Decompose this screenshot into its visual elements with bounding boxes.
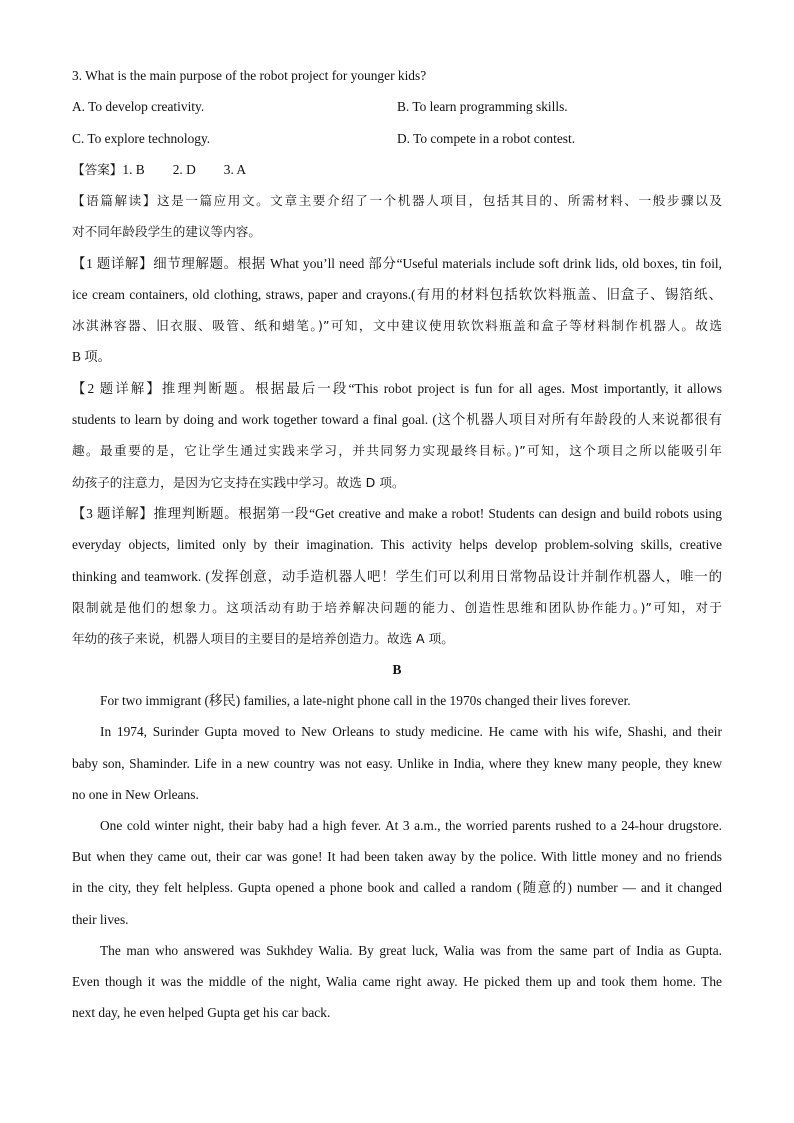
answer-3: 3. A [223,162,247,177]
detail-2-line-3: 趣。最重要的是，它让学生通过实践来学习，并共同努力实现最终目标。)”可知，这个项目之所以能吸引年 [72,443,722,458]
detail-1-line-3: 冰淇淋容器、旧衣服、吸管、纸和蜡笔。)”可知，文中建议使用软饮料瓶盖和盒子等材料制作机器人。故选 [72,318,722,333]
question-3-stem: 3. What is the main purpose of the robot project for younger kids? [72,68,427,83]
detail-2-line-2: students to learn by doing and work together toward a final goal. (这个机器人项目对所有年龄段的人来说都很有 [72,412,722,427]
answer-line [72,160,274,180]
detail-1-line-1: 【1 题详解】细节理解题。根据 What you’ll need 部分“Useful materials include soft drink lids, old boxes, tin foil, [72,256,722,271]
passage-paragraph-1: For two immigrant (移民) families, a late-night phone call in the 1970s changed their lives forever. [100,693,631,708]
detail-1-line-2: ice cream containers, old clothing, straws, paper and crayons.(有用的材料包括软饮料瓶盖、旧盒子、锡箔纸、 [72,287,722,302]
detail-2-line-1: 【2 题详解】推理判断题。根据最后一段“This robot project is fun for all ages. Most importantly, it allows [72,381,722,396]
section-heading: B [392,662,402,677]
interpretation-line-2: 对不同年龄段学生的建议等内容。 [72,224,261,239]
answer-2: 2. D [172,162,196,177]
passage-paragraph-4-line-3: next day, he even helped Gupta get his car back. [72,1005,331,1020]
detail-1-line-4: B 项。 [72,349,112,364]
passage-paragraph-3-line-4: their lives. [72,912,129,927]
q3-option-c: C. To explore technology. [72,131,211,146]
detail-3-line-2: everyday objects, limited only by their imagination. This activity helps develop problem-solving skills, creative [72,537,722,552]
passage-paragraph-2-line-1: In 1974, Surinder Gupta moved to New Orleans to study medicine. He came with his wife, Shashi, and their [100,724,722,739]
detail-2-line-4: 幼孩子的注意力，是因为它支持在实践中学习。故选 D 项。 [72,475,405,490]
passage-paragraph-4-line-2: Even though it was the middle of the night, Walia came right away. He picked them up and took them home. The [72,974,722,989]
answer-label: 【答案】 [72,162,123,177]
detail-3-line-5: 年幼的孩子来说，机器人项目的主要目的是培养创造力。故选 A 项。 [72,631,454,646]
detail-3-line-4: 限制就是他们的想象力。这项活动有助于培养解决问题的能力、创造性思维和团队协作能力。)”可知，对于 [72,600,722,615]
passage-paragraph-3-line-1: One cold winter night, their baby had a high fever. At 3 a.m., the worried parents rushed to a 24-hour drugstore. [100,818,722,833]
passage-paragraph-2-line-3: no one in New Orleans. [72,787,199,802]
q3-option-b: B. To learn programming skills. [397,99,568,114]
passage-paragraph-3-line-2: But when they came out, their car was gone! It had been taken away by the police. With little money and no friends [72,849,722,864]
passage-paragraph-3-line-3: in the city, they felt helpless. Gupta opened a phone book and called a random (随意的) number — and it changed [72,880,722,895]
passage-paragraph-2-line-2: baby son, Shaminder. Life in a new country was not easy. Unlike in India, where they knew many people, they knew [72,756,722,771]
passage-paragraph-4-line-1: The man who answered was Sukhdey Walia. By great luck, Walia was from the same part of India as Gupta. [100,943,722,958]
detail-3-line-1: 【3 题详解】推理判断题。根据第一段“Get creative and make a robot! Students can design and build robots using [72,506,722,521]
detail-3-line-3: thinking and teamwork. (发挥创意，动手造机器人吧！学生们可以利用日常物品设计并制作机器人，唯一的 [72,569,722,584]
answer-1: 1. B [122,162,145,177]
q3-option-a: A. To develop creativity. [72,99,205,114]
interpretation-line-1: 【语篇解读】这是一篇应用文。文章主要介绍了一个机器人项目，包括其目的、所需材料、一般步骤以及 [72,193,722,208]
q3-option-d: D. To compete in a robot contest. [397,131,576,146]
